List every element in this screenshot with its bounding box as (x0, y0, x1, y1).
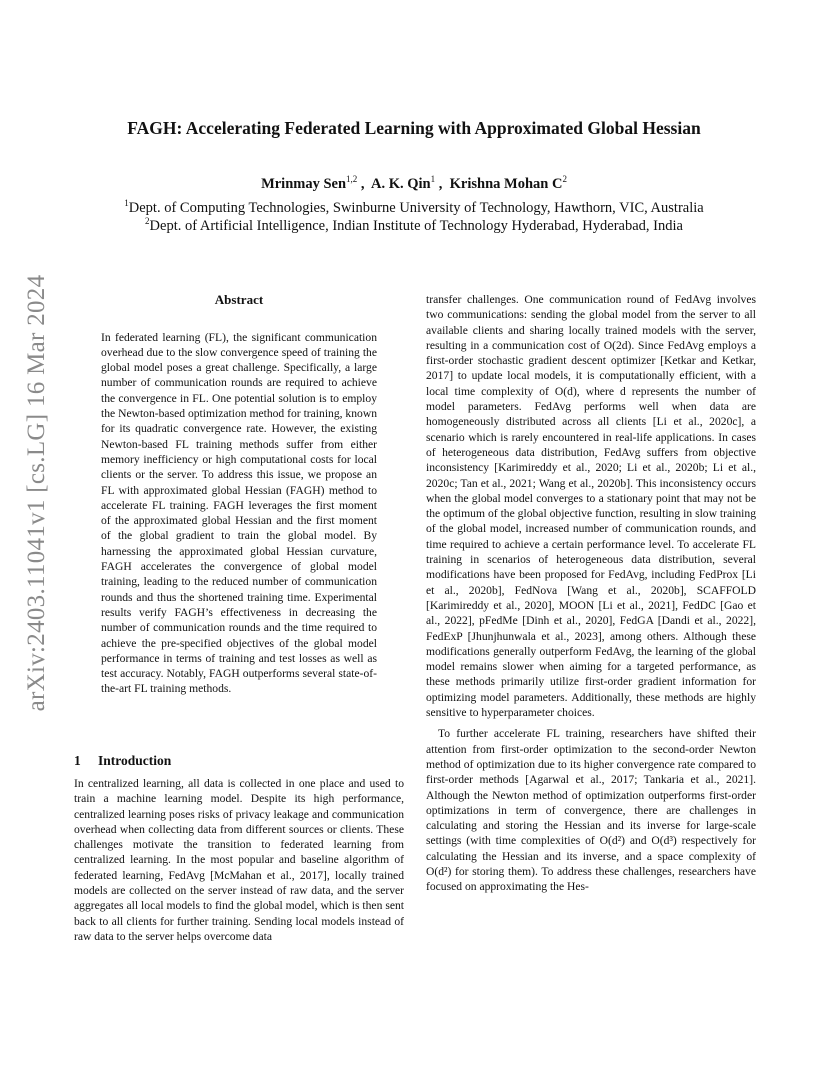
right-column-body (426, 292, 756, 895)
author-name: Krishna Mohan C (449, 175, 563, 192)
author-name: A. K. Qin (371, 175, 431, 192)
paragraph: To further accelerate FL training, researchers have shifted their attention from first-order optimization to the second-order Newton method of optimization due to its higher convergence rate compared to first-order methods [Agarwal et al., 2017; Tankaria et al., 2021]. Although the Newton method of optimization outperforms first-order optimizations in term of convergence, there are challenges in calculating and storing the Hessian and its inverse for large-scale settings (with time complexities of O(d²) and O(d³) respectively for calculating the Hessian and its inverse, and a space complexity of O(d²) for storing them). To address these challenges, researchers have focused on approximating the Hes- (426, 727, 756, 894)
arxiv-sidebar-stamp (20, 274, 54, 712)
paragraph: In centralized learning, all data is collected in one place and used to train a machine learning model. Despite its high performance, centralized learning poses risks of privacy leakage and communication overhead when collecting data from different sources or clients. These challenges motivate the transition to federated learning from centralized learning. In the most popular and baseline algorithm of federated learning, FedAvg [McMahan et al., 2017], locally trained models are collected on the server instead of raw data, and the server aggregates all local models to find the global model, which is then sent back to all clients for further training. Sending local models instead of raw data to the server helps overcome data (74, 777, 404, 943)
affiliation-mark: 1 (124, 198, 129, 208)
affiliation-text: Dept. of Computing Technologies, Swinburne University of Technology, Hawthorn, VIC, Australia (128, 199, 704, 216)
paragraph: transfer challenges. One communication round of FedAvg involves two communications: sending the global model from the server to all available clients and sharing locally trained models with the server, resulting in a communication cost of O(2d). Since FedAvg employs a first-order stochastic gradient descent optimizer [Ketkar and Ketkar, 2017] to update local models, it is computationally efficient, with a local time complexity of O(d), where d represents the number of model parameters. FedAvg performs well when data are homogeneously distributed across all clients [Li et al., 2020c], a scenario which is rarely encountered in real-life applications. In cases of heterogeneous data distribution, FedAvg suffers from objective inconsistency [Karimireddy et al., 2020; Li et al., 2020b; Li et al., 2020c; Tan et al., 2021; Wang et al., 2020b]. This inconsistency occurs when the global model converges to a stationary point that may not be the optimum of the global objective function, resulting in slow training of the global model, increased number of communication rounds, and time required to achieve a certain performance level. To accelerate FL training in scenarios of heterogeneous data distribution, several modifications have been proposed for FedAvg, including FedProx [Li et al., 2020b], FedNova [Wang et al., 2020b], SCAFFOLD [Karimireddy et al., 2020], MOON [Li et al., 2021], FedDC [Gao et al., 2022], pFedMe [Dinh et al., 2020], FedGA [Dandi et al., 2022], FedExP [Jhunjhunwala et al., 2023], among others. Although these modifications generally outperform FedAvg, the learning of the global model remains slower when aiming for a targeted performance, as these methods primarily utilize first-order gradient information for optimizing model parameters. Additionally, these methods are highly sensitive to hyperparameter choices. (426, 293, 756, 720)
affiliation-text: Dept. of Artificial Intelligence, Indian Institute of Technology Hyderabad, Hyderabad, India (149, 217, 683, 234)
author-affiliation-mark: 1 (430, 174, 436, 184)
section-number: 1 (74, 753, 81, 768)
abstract-heading: Abstract (214, 292, 264, 307)
author-name: Mrinmay Sen (261, 175, 347, 192)
abstract-body (101, 318, 377, 708)
affiliation-mark: 2 (145, 216, 150, 226)
author-list: Mrinmay Sen$^{1,2}$ , A. K. Qin$^1$ , Krishna Mohan $C^2$ (261, 174, 567, 192)
section-title: Introduction (98, 753, 172, 768)
section-heading (74, 753, 171, 769)
paper-title: FAGH: Accelerating Federated Learning with Approximated Global Hessian (127, 118, 701, 138)
abstract-text: In federated learning (FL), the significant communication overhead due to the slow convergence speed of training the global model poses a great challenge. Specifically, a large number of communication rounds are required to achieve the convergence in FL. One potential solution is to employ the Newton-based optimization method for training, known for its quadratic convergence rate. However, the existing Newton-based FL training methods suffer from either memory inefficiency or high computational costs for local clients or the server. To address this issue, we propose an FL with approximated global Hessian (FAGH) method to accelerate FL training. FAGH leverages the first moment of the approximated global Hessian and the first moment of the global gradient to train the global model. By harnessing the approximated global Hessian curvature, FAGH accelerates the convergence of global model training, leading to the reduced number of communication rounds and thus the shortened training time. Experimental results verify FAGH’s effectiveness in decreasing the number of communication rounds and the time required to achieve the pre-specified objectives of the global model performance in terms of training and test losses as well as test accuracy. Notably, FAGH outperforms several state-of-the-art FL training methods. (101, 330, 377, 696)
arxiv-id: arXiv:2403.11041v1 [cs.LG] 16 Mar 2024 (23, 274, 50, 712)
affiliation-line (60, 198, 768, 217)
affiliation-line (60, 216, 768, 235)
left-column-body (74, 776, 404, 944)
author-affiliation-mark: 1,2 (346, 174, 358, 184)
author-affiliation-mark: 2 (562, 174, 567, 184)
